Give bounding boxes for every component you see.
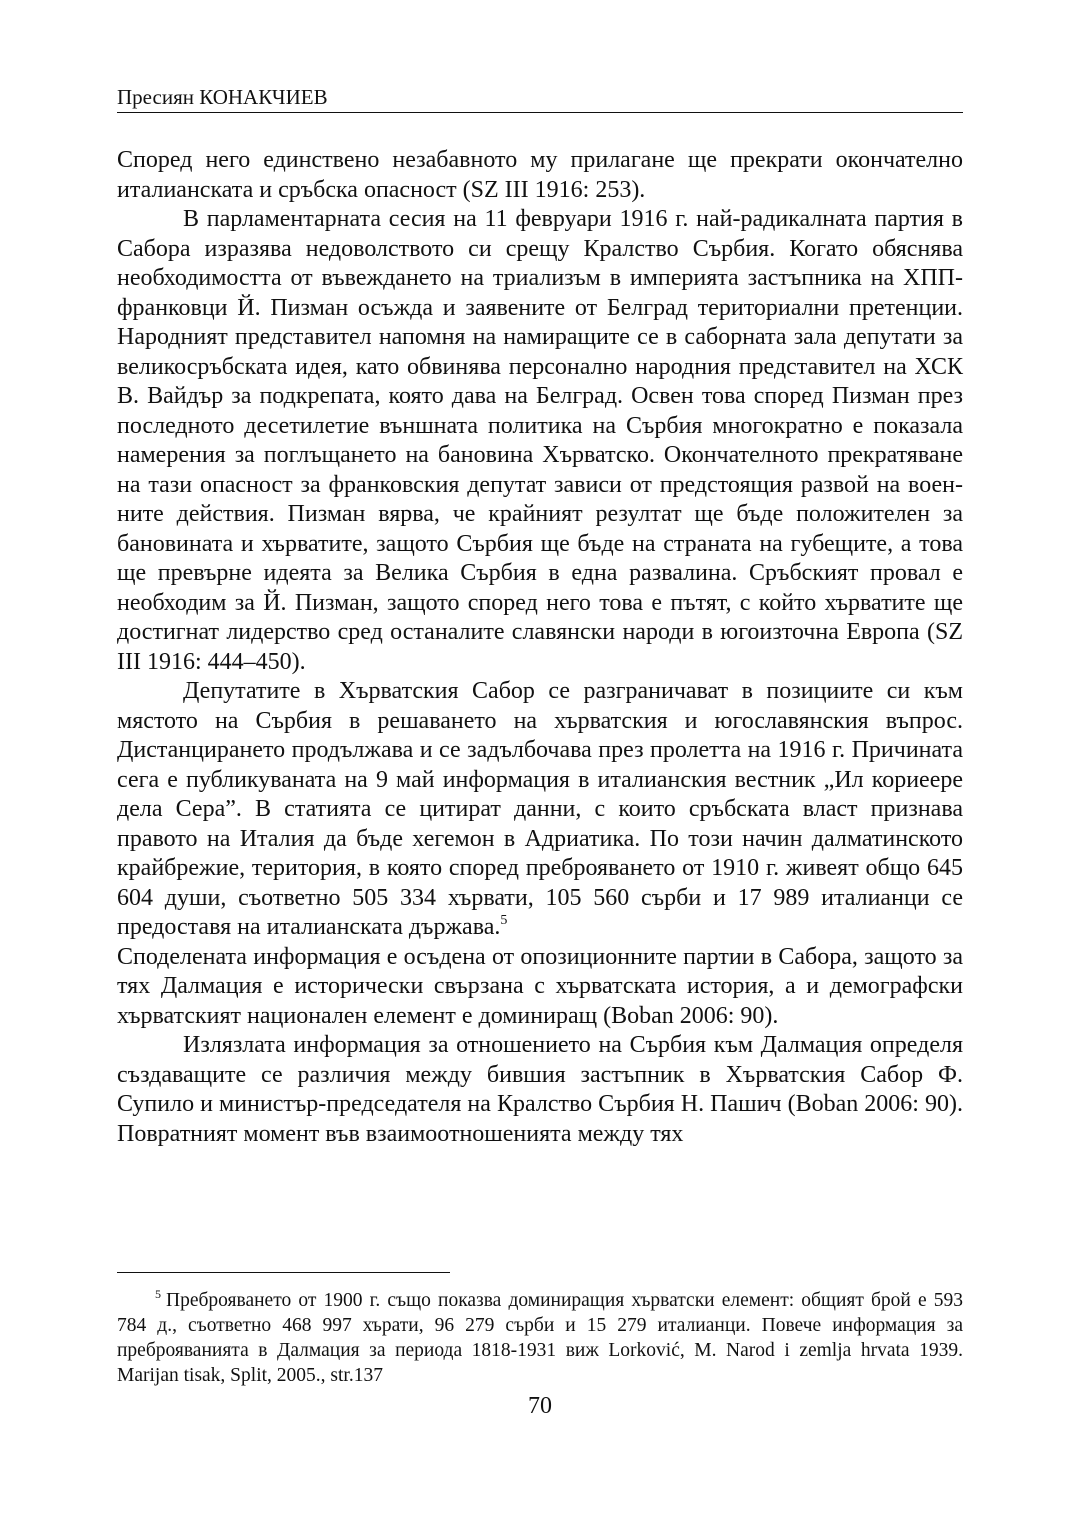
footnote xyxy=(117,1288,963,1388)
footnote-reference[interactable]: 5 xyxy=(500,913,508,928)
running-head xyxy=(117,84,963,113)
running-head-title: Пресиян КОНАКЧИЕВ xyxy=(117,85,328,109)
paragraph-3-text: Депутатите в Хърватския Сабор се разграничават в позициите си към мястото на Сърбия в решаването на хърватския и югославянския въпрос. Дистанцирането продължава и се задълбочава през пролетта на 1916 г. Причината сега е публикуваната на 9 май информация в италианския вестник „Ил кориеере дела Сера”. В статията се цитират данни, с които сръбската власт признава правото на Италия да бъде хегемон в Адриатика. По този начин далматинското крайбрежие, територия, в която според преброяването от 1910 г. живеят общо 645 604 души, съответно 505 334 хървати, 105 560 сърби и 17 989 италианци се предоставя на италианската държава. xyxy=(117,678,963,940)
paragraph-5: Излязлата информация за отношението на Сърбия към Далмация определя създаващите се различия между бившия застъпник в Хърватския Сабор Ф. Супило и министър-председателя на Кралство Сърбия Н. Пашич (Boban 2006: 90). Повратният момент във взаимоотношенията между тях xyxy=(117,1032,963,1147)
paragraph-1: Според него единствено незабавното му прилагане ще прекрати окончателно италианската и сръбска опасност (SZ III 1916: 253). xyxy=(117,147,963,203)
footnote-number: 5 xyxy=(155,1287,161,1301)
footnote-text: Преброяването от 1900 г. също показва доминиращия хърватски елемент: общият брой е 593 784 д., съответно 468 997 хърати, 96 279 сърби и 15 279 италианци. Повече информация за преброяванията в Далмация за периода 1818-1931 виж Lorković, M. Narod i zemlja hrvata 1939. Marijan tisak, Split, 2005., str.137 xyxy=(117,1290,963,1386)
footnote-paragraph xyxy=(117,1288,963,1388)
paragraph-2: В парламентарната сесия на 11 февруари 1916 г. най-радикалната партия в Сабора изразява недоволството си срещу Кралство Сърбия. Когато обяснява необходимостта от въвеждането на триализъм в империята застъпника на ХПП-франковци Й. Пизман осъжда и заявените от Белград териториални претенции. Народният представител напомня на намиращите се в саборната зала депутати за великосръбската идея, като обвинява персонално народния представител на ХСК В. Вайдър за подкрепата, която дава на Белград. Освен това според Пизман през последното десетилетие външната политика на Сърбия многократно е показала намерения за поглъщането на бановина Хърватско. Окончателното прекратяване на тази опасност за франковския депутат зависи от предстоящия развой на военните действия. Пизман вярва, че крайният резултат ще бъде положителен за бановината и хърватите, защото Сърбия ще бъде на страната на губещите, а това ще превърне идеята за Велика Сърбия в една развалина. Сръбският провал е необходим за Й. Пизман, защото според него това е пътят, с който хърватите ще достигнат лидерство сред останалите славянски народи в югоизточна Европа (SZ III 1916: 444–450). xyxy=(117,206,963,675)
paragraph-4: Споделената информация е осъдена от опозиционните партии в Сабора, защото за тях Далмация е исторически свързана с хърватската история, а и демографски хърватският национален елемент е доминиращ (Boban 2006: 90). xyxy=(117,943,963,1029)
page-number: 70 xyxy=(528,1393,552,1419)
footnote-separator xyxy=(117,1272,450,1273)
main-text xyxy=(117,146,963,1149)
paragraph-3 xyxy=(117,677,963,943)
